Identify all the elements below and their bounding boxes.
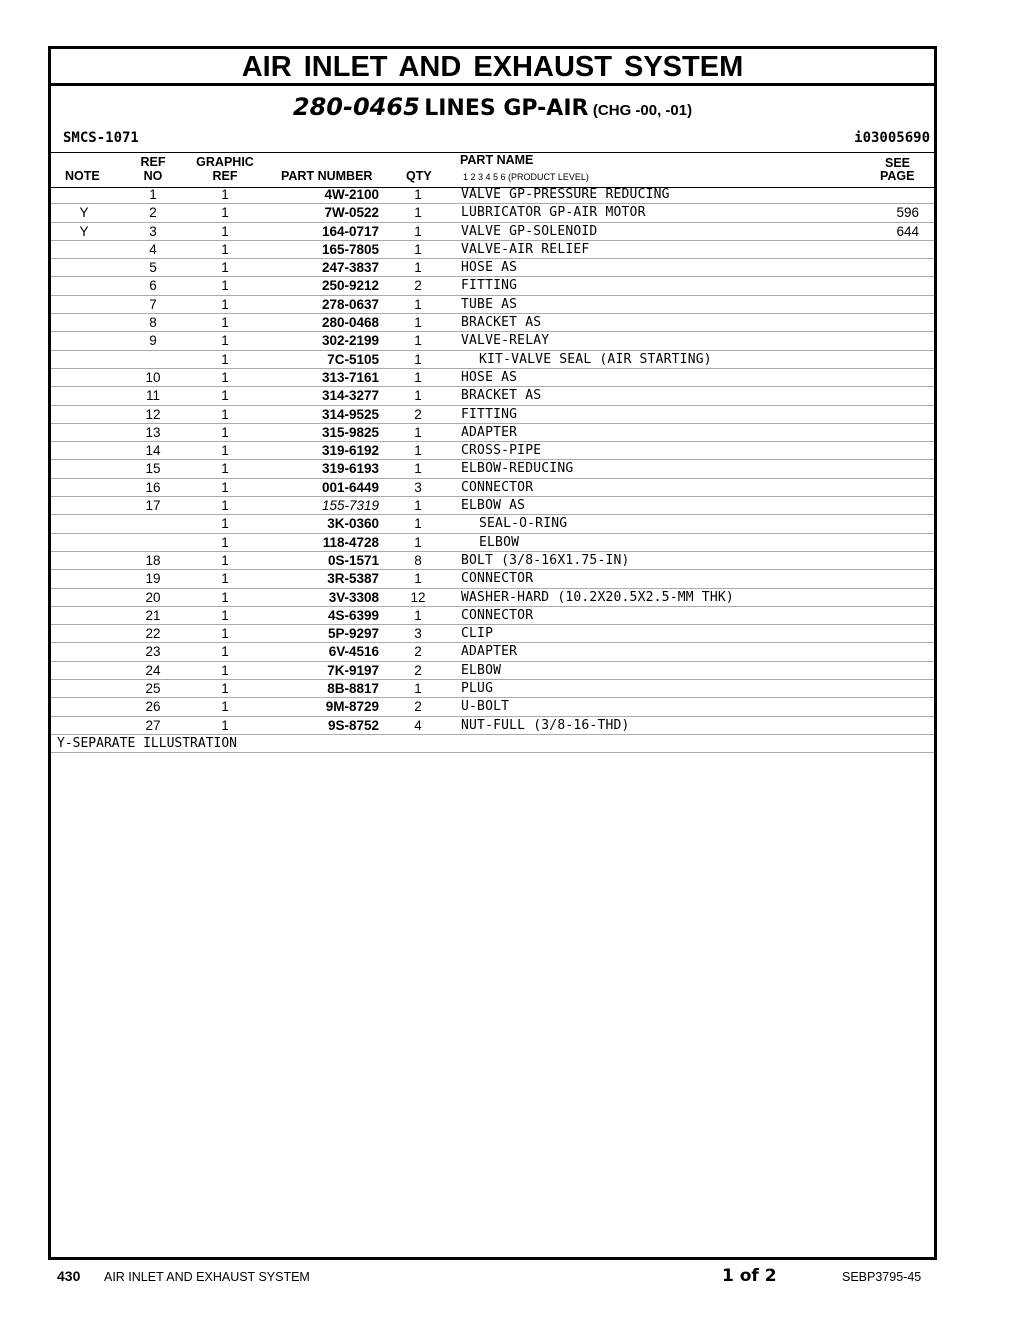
- parts-table: [51, 186, 934, 753]
- header-ref-bottom: NO: [143, 169, 163, 183]
- qty-cell: 1: [414, 260, 422, 276]
- graphic-ref-cell: 1: [221, 388, 229, 404]
- graphic-ref-cell: 1: [221, 479, 229, 495]
- ref-no-cell: 22: [145, 626, 161, 642]
- table-row: [51, 223, 934, 241]
- graphic-ref-cell: 1: [221, 260, 229, 276]
- table-row: [51, 241, 934, 259]
- ref-no-cell: 3: [149, 223, 157, 239]
- part-number-cell: 3V-3308: [328, 589, 379, 605]
- qty-cell: 2: [414, 406, 422, 422]
- ref-no-cell: 4: [149, 241, 157, 257]
- note-cell: Y: [79, 205, 89, 221]
- qty-cell: 1: [414, 205, 422, 221]
- ref-no-cell: 12: [145, 406, 161, 422]
- part-number-cell: 319-6192: [321, 443, 379, 459]
- qty-cell: 1: [414, 571, 422, 587]
- qty-cell: 1: [414, 534, 422, 550]
- footnote: Y-SEPARATE ILLUSTRATION: [51, 735, 934, 753]
- part-name-cell: CONNECTOR: [461, 607, 534, 623]
- ref-no-cell: 9: [149, 333, 157, 349]
- graphic-ref-cell: 1: [221, 626, 229, 642]
- qty-cell: 1: [414, 388, 422, 404]
- part-name-cell: ELBOW AS: [461, 498, 526, 514]
- table-row: [51, 259, 934, 277]
- table-row: [51, 698, 934, 716]
- part-number-cell: 8B-8817: [327, 681, 379, 697]
- ref-no-cell: 27: [145, 717, 161, 733]
- graphic-ref-cell: 1: [221, 681, 229, 697]
- graphic-ref-cell: 1: [221, 607, 229, 623]
- qty-cell: 2: [414, 699, 422, 715]
- part-number-cell: 164-0717: [321, 223, 379, 239]
- graphic-ref-cell: 1: [221, 223, 229, 239]
- part-number-cell: 0S-1571: [327, 552, 379, 568]
- part-number-cell: 7K-9197: [327, 662, 379, 678]
- page-number: 430: [57, 1268, 81, 1284]
- part-number-cell: 314-9525: [321, 406, 379, 422]
- note-cell: Y: [79, 223, 89, 239]
- qty-cell: 2: [414, 662, 422, 678]
- ref-no-cell: 8: [149, 315, 157, 331]
- part-number-cell: 7W-0522: [324, 205, 379, 221]
- graphic-ref-cell: 1: [221, 424, 229, 440]
- footer-section: AIR INLET AND EXHAUST SYSTEM: [104, 1270, 310, 1284]
- header-part-name: PART NAME: [460, 153, 534, 167]
- part-number-cell: 4S-6399: [327, 607, 379, 623]
- part-number-cell: 9S-8752: [327, 717, 379, 733]
- part-name-cell: CONNECTOR: [461, 479, 534, 495]
- ref-no-cell: 21: [145, 607, 161, 623]
- table-row: [51, 369, 934, 387]
- part-name-cell: HOSE AS: [461, 369, 518, 385]
- ref-no-cell: 26: [145, 699, 161, 715]
- part-number-cell: 9M-8729: [325, 699, 379, 715]
- ref-no-cell: 24: [145, 662, 161, 678]
- part-number-cell: 5P-9297: [327, 626, 379, 642]
- part-name-cell: HOSE AS: [461, 260, 518, 276]
- ref-no-cell: 2: [149, 205, 157, 221]
- table-row: [51, 552, 934, 570]
- ref-no-cell: 23: [145, 644, 161, 660]
- graphic-ref-cell: 1: [221, 333, 229, 349]
- part-number-cell: 3R-5387: [327, 571, 379, 587]
- part-name-cell: BRACKET AS: [461, 315, 542, 331]
- part-number-cell: 302-2199: [321, 333, 379, 349]
- qty-cell: 3: [414, 626, 422, 642]
- qty-cell: 1: [414, 187, 422, 202]
- part-name-cell: LUBRICATOR GP-AIR MOTOR: [461, 205, 646, 221]
- graphic-ref-cell: 1: [221, 644, 229, 660]
- table-header: [51, 152, 934, 188]
- graphic-ref-cell: 1: [221, 241, 229, 257]
- table-row: [51, 424, 934, 442]
- ref-no-cell: 20: [145, 589, 161, 605]
- part-name-cell: VALVE-RELAY: [461, 333, 550, 349]
- table-row: [51, 186, 934, 204]
- change-level: (CHG -00, -01): [592, 102, 693, 119]
- table-row: [51, 277, 934, 295]
- part-number-cell: 315-9825: [321, 424, 379, 440]
- part-name-cell: PLUG: [461, 681, 494, 697]
- table-row: [51, 717, 934, 735]
- header-ref-top: REF: [140, 155, 166, 169]
- ref-no-cell: 11: [145, 388, 160, 404]
- part-number-cell: 6V-4516: [328, 644, 379, 660]
- table-row: [51, 332, 934, 350]
- part-number-cell: 314-3277: [321, 388, 379, 404]
- part-number-cell: 7C-5105: [327, 351, 379, 367]
- group-subtitle: [51, 93, 934, 125]
- graphic-ref-cell: 1: [221, 205, 229, 221]
- group-part-number: 280-0465: [292, 93, 420, 121]
- qty-cell: 1: [414, 351, 422, 367]
- qty-cell: 4: [414, 717, 422, 733]
- qty-cell: 12: [410, 589, 426, 605]
- qty-cell: 1: [414, 296, 422, 312]
- header-part-number: PART NUMBER: [281, 169, 373, 183]
- part-name-cell: VALVE GP-SOLENOID: [461, 223, 598, 239]
- part-name-cell: WASHER-HARD (10.2X20.5X2.5-MM THK): [461, 589, 734, 605]
- info-id: i03005690: [854, 130, 930, 146]
- table-row: [51, 314, 934, 332]
- graphic-ref-cell: 1: [221, 699, 229, 715]
- header-note: NOTE: [65, 169, 100, 183]
- graphic-ref-cell: 1: [221, 278, 229, 294]
- ref-no-cell: 25: [145, 681, 161, 697]
- part-name-cell: TUBE AS: [461, 296, 518, 312]
- graphic-ref-cell: 1: [221, 516, 229, 532]
- page-footer: [0, 1266, 1020, 1290]
- ref-no-cell: 19: [145, 571, 161, 587]
- part-name-cell: BOLT (3/8-16X1.75-IN): [461, 552, 630, 568]
- qty-cell: 1: [414, 461, 422, 477]
- part-name-cell: FITTING: [461, 406, 518, 422]
- header-graphic-bottom: REF: [212, 169, 238, 183]
- group-name: LINES GP-AIR: [424, 96, 589, 121]
- part-name-cell: VALVE-AIR RELIEF: [461, 241, 590, 257]
- part-name-cell: ADAPTER: [461, 424, 518, 440]
- header-product-level: 1 2 3 4 5 6 (PRODUCT LEVEL): [463, 172, 589, 182]
- qty-cell: 2: [414, 278, 422, 294]
- part-name-cell: ELBOW: [461, 662, 502, 678]
- part-number-cell: 250-9212: [321, 278, 379, 294]
- graphic-ref-cell: 1: [221, 351, 229, 367]
- ref-no-cell: 16: [145, 479, 161, 495]
- part-number-cell: 247-3837: [321, 260, 379, 276]
- ref-no-cell: 14: [145, 443, 161, 459]
- part-number-cell: 313-7161: [321, 369, 379, 385]
- ref-no-cell: 17: [145, 498, 161, 514]
- part-number-cell: 319-6193: [321, 461, 379, 477]
- part-name-cell: VALVE GP-PRESSURE REDUCING: [461, 187, 670, 202]
- part-name-cell: ELBOW: [479, 534, 520, 550]
- table-row: [51, 662, 934, 680]
- part-number-cell: 3K-0360: [327, 516, 379, 532]
- header-see-top: SEE: [885, 156, 911, 170]
- table-row: [51, 387, 934, 405]
- ref-no-cell: 7: [149, 296, 157, 312]
- graphic-ref-cell: 1: [221, 315, 229, 331]
- table-row: [51, 625, 934, 643]
- qty-cell: 1: [414, 241, 422, 257]
- part-name-cell: U-BOLT: [461, 699, 510, 715]
- part-number-cell: 155-7319: [321, 498, 379, 514]
- ref-no-cell: 18: [145, 552, 161, 568]
- table-row: [51, 296, 934, 314]
- qty-cell: 2: [414, 644, 422, 660]
- part-name-cell: CROSS-PIPE: [461, 443, 542, 459]
- part-number-cell: 280-0468: [321, 315, 379, 331]
- table-row: [51, 589, 934, 607]
- part-name-cell: CONNECTOR: [461, 571, 534, 587]
- header-see-bottom: PAGE: [880, 169, 915, 183]
- ref-no-cell: 10: [145, 369, 161, 385]
- ref-no-cell: 15: [145, 461, 161, 477]
- graphic-ref-cell: 1: [221, 406, 229, 422]
- table-row: [51, 351, 934, 369]
- qty-cell: 1: [414, 498, 422, 514]
- qty-cell: 8: [414, 552, 422, 568]
- table-row: [51, 479, 934, 497]
- graphic-ref-cell: 1: [221, 443, 229, 459]
- table-row: [51, 497, 934, 515]
- part-number-cell: 001-6449: [321, 479, 379, 495]
- smcs-code: SMCS-1071: [63, 130, 139, 146]
- part-number-cell: 165-7805: [321, 241, 379, 257]
- graphic-ref-cell: 1: [221, 498, 229, 514]
- page-count: 1 of 2: [722, 1266, 777, 1286]
- qty-cell: 1: [414, 333, 422, 349]
- part-name-cell: SEAL-O-RING: [479, 516, 568, 532]
- qty-cell: 1: [414, 315, 422, 331]
- graphic-ref-cell: 1: [221, 717, 229, 733]
- ref-no-cell: 5: [149, 260, 157, 276]
- graphic-ref-cell: 1: [221, 369, 229, 385]
- header-qty: QTY: [406, 169, 432, 183]
- part-name-cell: FITTING: [461, 278, 518, 294]
- qty-cell: 1: [414, 516, 422, 532]
- ref-no-cell: 6: [149, 278, 157, 294]
- section-title: AIR INLET AND EXHAUST SYSTEM: [51, 49, 934, 86]
- see-page-cell: 596: [896, 205, 919, 221]
- graphic-ref-cell: 1: [221, 571, 229, 587]
- table-row: [51, 515, 934, 533]
- qty-cell: 1: [414, 681, 422, 697]
- graphic-ref-cell: 1: [221, 187, 229, 202]
- graphic-ref-cell: 1: [221, 461, 229, 477]
- ref-no-cell: 13: [145, 424, 161, 440]
- table-row: [51, 607, 934, 625]
- graphic-ref-cell: 1: [221, 589, 229, 605]
- document-id: SEBP3795-45: [842, 1270, 922, 1284]
- qty-cell: 1: [414, 223, 422, 239]
- part-name-cell: NUT-FULL (3/8-16-THD): [461, 717, 630, 733]
- table-row: [51, 204, 934, 222]
- ref-no-cell: 1: [149, 187, 157, 202]
- graphic-ref-cell: 1: [221, 552, 229, 568]
- qty-cell: 1: [414, 424, 422, 440]
- part-name-cell: ADAPTER: [461, 644, 518, 660]
- part-number-cell: 4W-2100: [324, 187, 379, 202]
- table-row: [51, 460, 934, 478]
- table-row: [51, 406, 934, 424]
- qty-cell: 3: [414, 479, 422, 495]
- header-graphic-top: GRAPHIC: [196, 155, 254, 169]
- part-number-cell: 278-0637: [321, 296, 379, 312]
- qty-cell: 1: [414, 607, 422, 623]
- graphic-ref-cell: 1: [221, 534, 229, 550]
- qty-cell: 1: [414, 443, 422, 459]
- table-row: [51, 680, 934, 698]
- part-name-cell: ELBOW-REDUCING: [461, 461, 574, 477]
- part-name-cell: CLIP: [461, 626, 494, 642]
- page-frame: [48, 46, 937, 1260]
- part-name-cell: BRACKET AS: [461, 388, 542, 404]
- see-page-cell: 644: [896, 223, 919, 239]
- table-row: [51, 534, 934, 552]
- part-name-cell: KIT-VALVE SEAL (AIR STARTING): [479, 351, 712, 367]
- part-number-cell: 118-4728: [322, 534, 379, 550]
- qty-cell: 1: [414, 369, 422, 385]
- table-row: [51, 643, 934, 661]
- graphic-ref-cell: 1: [221, 662, 229, 678]
- table-row: [51, 570, 934, 588]
- table-row: [51, 442, 934, 460]
- graphic-ref-cell: 1: [221, 296, 229, 312]
